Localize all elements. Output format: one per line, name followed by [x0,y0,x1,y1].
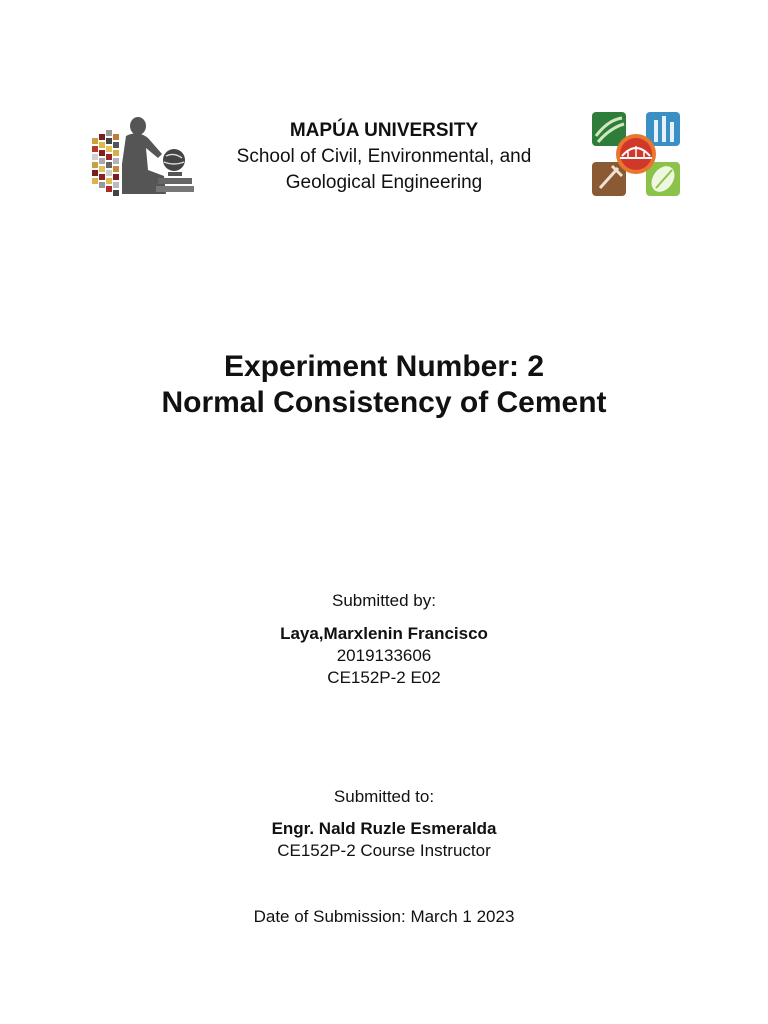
experiment-number: Experiment Number: 2 [223,350,545,383]
instructor-name: Engr. Nald Ruzle Esmeralda [271,819,497,838]
submitted-by-label: Submitted by: [332,591,436,610]
mosaic-pattern [92,130,119,196]
instructor-role: CE152P-2 Course Instructor [277,841,491,860]
mapua-seal-figure-icon [88,114,198,200]
center-emblem [616,134,656,174]
school-name-line2: Geological Engineering [285,172,483,193]
school-name-line1: School of Civil, Environmental, and [236,146,532,167]
student-name: Laya,Marxlenin Francisco [280,624,488,643]
instructor-info [0,818,768,862]
submitted-by-section [0,590,768,612]
student-number: 2019133606 [336,646,432,665]
submission-date-text: Date of Submission: March 1 2023 [253,907,515,926]
submitted-to-section [0,786,768,808]
student-info [0,623,768,689]
course-section: CE152P-2 E02 [327,668,441,687]
report-title [0,349,768,421]
university-name: MAPÚA UNIVERSITY [289,120,479,141]
cegeo-emblem-icon [590,110,682,198]
experiment-title: Normal Consistency of Cement [161,386,607,419]
submitted-to-label: Submitted to: [333,787,435,806]
submission-date [0,906,768,928]
institution-header [200,118,568,196]
